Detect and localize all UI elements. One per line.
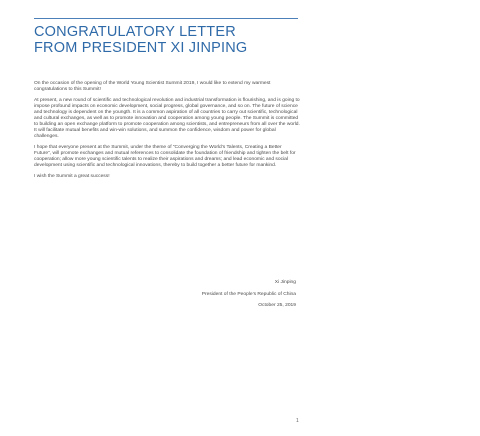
signature-title: President of the People’s Republic of China	[201, 291, 296, 297]
paragraph-4: I wish the Summit a great success!	[34, 173, 110, 179]
paragraph-1: On the occasion of the opening of the World Young Scientist Summit 2019, I would like to extend my warmest congratulations to this Summit!	[34, 81, 271, 93]
letter-body	[34, 81, 300, 184]
title-line-2: FROM PRESIDENT XI JINPING	[34, 40, 248, 56]
signature-block	[202, 277, 296, 312]
paragraph-2: At present, a new round of scientific and technological revolution and industrial transformation is flourishing, and is going to impose profound impacts on economic development, social progress, global governance, and so on. The future of science and technology is dependent on the youngth. It is a common aspiration of all countries to carry out scientific, technological and cultural exchanges, as well as to promote innovation and cooperation among young people. The Summit is committed to building an open exchange platform to promote cooperation among scientists, and entrepreneurs from all over the world. It will facilitate mutual benefits and win-win solutions, and summon the confidence, wisdom and power for global challenges.	[34, 97, 300, 140]
header-rule	[34, 18, 298, 19]
paragraph-3: I hope that everyone present at the Summit, under the theme of “Converging the World’s Talents, Creating a Better Future”, will promote exchanges and mutual references to consolidate the foundation of friendship and tighten the belt for cooperation; allow more young scientific talents to realize their aspirations and dreams; and lead economic and social development using scientific and technological innovations, thereby to build together a better future for mankind.	[34, 144, 296, 169]
letter-title	[34, 24, 334, 56]
signature-name: Xi Jinping	[274, 280, 296, 285]
signature-date: October 25, 2019	[258, 303, 296, 308]
title-line-1: CONGRATULATORY LETTER	[34, 24, 236, 40]
page-number: 1	[296, 418, 299, 424]
